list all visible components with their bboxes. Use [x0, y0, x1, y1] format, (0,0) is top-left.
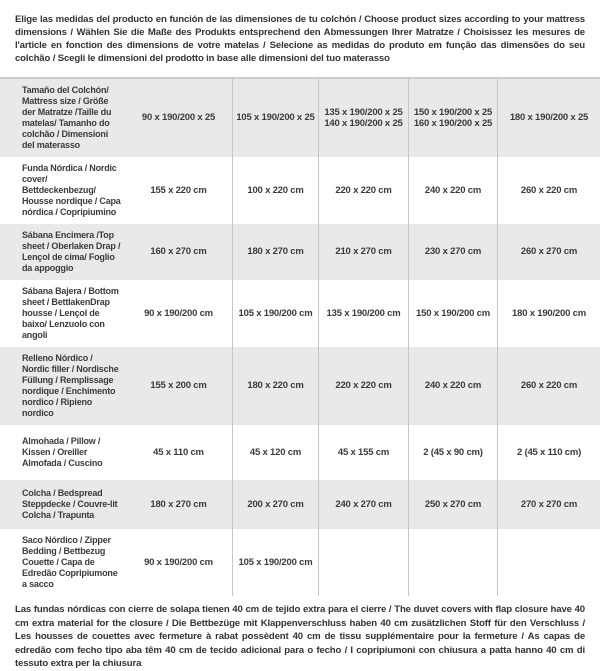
size-cell: 45 x 110 cm [153, 446, 204, 458]
row-label-bedspread: Colcha / Bedspread Steppdecke / Couvre-lit Colcha / Trapunta [22, 488, 118, 520]
table-row-bottom-sheet [0, 280, 600, 347]
size-cell: 180 x 190/200 x 25 [497, 79, 600, 157]
footnote-paragraph: Las fundas nórdicas con cierre de solapa tienen 40 cm de tejido extra para el cierre / The duvet covers with flap closure have 40 cm extra material for the closure / Die Bettbezüge mit Klappenverschluss haben 40 cm zusätzlichen Stoff für den Verschluss / Les housses de couettes avec fermeture à rabat possèdent 40 cm de tissu supplémentaire pour la fermeture / As capas de edredão com fecho tipo aba têm 40 cm de tecido adicional para o fecho / I copripiumoni con chiusura a patta hanno 40 cm di tessuto extra per la chiusura [15, 604, 585, 669]
size-table [0, 77, 600, 596]
row-label-top-sheet: Sábana Encimera /Top sheet / Oberlaken Drap / Lençol de cima/ Foglio da appoggio [22, 230, 121, 273]
size-cell: 220 x 220 cm [318, 157, 408, 224]
row-label-nordic-filler: Relleno Nórdico / Nordic filler / Nordische Füllung / Remplissage nordique / Enchimento nordico / Ripieno nordico [22, 353, 119, 418]
table-row-pillow [0, 425, 600, 480]
table-row-mattress-size [0, 79, 600, 157]
row-label-mattress-size: Tamaño del Colchón/ Mattress size / Größe der Matratze /Taille du matelas/ Tamanho do colchão / Dimensioni del materasso [22, 85, 112, 150]
size-cell-empty [497, 529, 600, 596]
table-row-nordic-filler [0, 347, 600, 425]
size-cell: 260 x 220 cm [497, 347, 600, 425]
size-cell: 180 x 270 cm [150, 498, 207, 510]
size-cell: 240 x 220 cm [408, 157, 497, 224]
size-cell: 230 x 270 cm [408, 224, 497, 280]
size-cell: 150 x 190/200 cm [408, 280, 497, 347]
size-cell: 135 x 190/200 cm [318, 280, 408, 347]
size-cell: 150 x 190/200 x 25 160 x 190/200 x 25 [408, 79, 497, 157]
row-label-zipper-bedding: Saco Nórdico / Zipper Bedding / Bettbezug Couette / Capa de Edredão Copripiumone a sacco [22, 535, 118, 589]
table-row-zipper-bedding [0, 529, 600, 596]
size-cell: 155 x 220 cm [150, 184, 207, 196]
size-cell: 180 x 220 cm [232, 347, 318, 425]
size-cell: 220 x 220 cm [318, 347, 408, 425]
size-cell: 260 x 270 cm [497, 224, 600, 280]
size-cell: 90 x 190/200 cm [144, 556, 213, 568]
size-cell: 45 x 120 cm [232, 425, 318, 480]
size-cell: 105 x 190/200 x 25 [232, 79, 318, 157]
size-cell: 250 x 270 cm [408, 480, 497, 529]
size-cell: 180 x 190/200 cm [497, 280, 600, 347]
row-label-bottom-sheet: Sábana Bajera / Bottom sheet / BettlakenDrap housse / Lençol de baixo/ Lenzuolo con angoli [22, 286, 119, 340]
table-row-bedspread [0, 480, 600, 529]
size-cell: 270 x 270 cm [497, 480, 600, 529]
size-cell: 90 x 190/200 x 25 [141, 112, 216, 124]
size-cell: 180 x 270 cm [232, 224, 318, 280]
size-cell: 100 x 220 cm [232, 157, 318, 224]
intro-paragraph: Elige las medidas del producto en función de las dimensiones de tu colchón / Choose product sizes according to your mattress dimensions / Wählen Sie die Maße des Produkts entsprechend den Abmessungen Ihrer Matratze / Choisissez les mesures de l'article en fonction des dimensions de votre matelas / Selecione as medidas do produto em função das dimensões do seu colchão / Scegli le dimensioni del prodotto in base alle dimensioni del tuo materasso [15, 14, 585, 64]
size-cell: 90 x 190/200 cm [144, 307, 213, 319]
table-row-top-sheet [0, 224, 600, 280]
table-row-duvet-cover [0, 157, 600, 224]
row-label-duvet-cover: Funda Nórdica / Nordic cover/ Bettdeckenbezug/ Housse nordique / Capa nórdica / Copripiumino [22, 163, 121, 217]
size-cell: 2 (45 x 110 cm) [497, 425, 600, 480]
size-cell: 155 x 200 cm [150, 380, 207, 392]
size-cell: 240 x 220 cm [408, 347, 497, 425]
size-cell: 210 x 270 cm [318, 224, 408, 280]
size-cell-empty [318, 529, 408, 596]
size-cell: 2 (45 x 90 cm) [408, 425, 497, 480]
size-cell-empty [408, 529, 497, 596]
size-cell: 45 x 155 cm [318, 425, 408, 480]
size-cell: 260 x 220 cm [497, 157, 600, 224]
size-cell: 105 x 190/200 cm [232, 280, 318, 347]
size-cell: 160 x 270 cm [150, 246, 207, 258]
size-cell: 240 x 270 cm [318, 480, 408, 529]
row-label-pillow: Almohada / Pillow / Kissen / Oreiller Almofada / Cuscino [22, 436, 103, 468]
size-cell: 105 x 190/200 cm [232, 529, 318, 596]
size-cell: 135 x 190/200 x 25 140 x 190/200 x 25 [318, 79, 408, 157]
size-cell: 200 x 270 cm [232, 480, 318, 529]
